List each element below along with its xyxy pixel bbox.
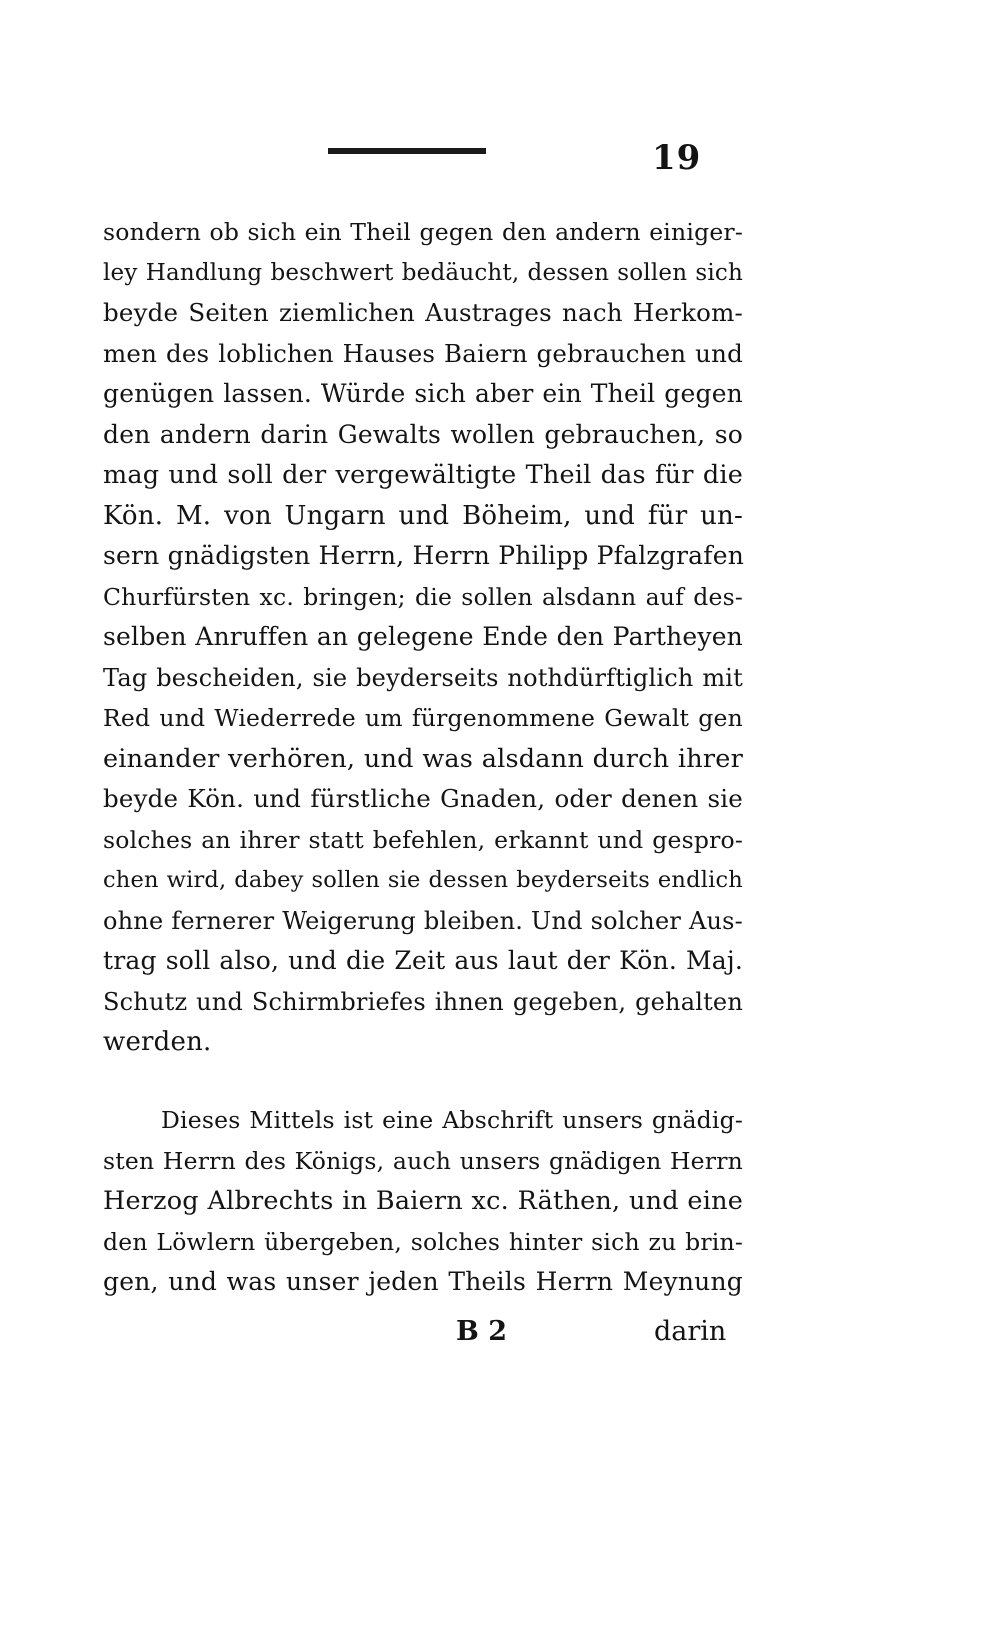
text-line: ley Handlung beschwert bedäucht, dessen sollen sich — [103, 259, 743, 286]
text-line: beyde Seiten ziemlichen Austrages nach Herkom- — [103, 298, 743, 327]
text-line: Churfürsten xc. bringen; die sollen alsdann auf des- — [103, 582, 743, 611]
text-line: Kön. M. von Ungarn und Böheim, und für un- — [103, 500, 743, 531]
paragraph-2 — [103, 1100, 743, 1303]
text-line: beyde Kön. und fürstliche Gnaden, oder denen sie — [103, 784, 743, 813]
text-line: solches an ihrer statt befehlen, erkannt und gespro- — [103, 825, 743, 854]
text-line: Dieses Mittels ist eine Abschrift unsers gnädig- — [161, 1106, 743, 1134]
text-line: ohne fernerer Weigerung bleiben. Und solcher Aus- — [103, 906, 743, 935]
text-line: selben Anruffen an gelegene Ende den Partheyen — [103, 622, 743, 651]
text-line: gen, und was unser jeden Theils Herrn Meynung — [103, 1267, 743, 1296]
text-line: den Löwlern übergeben, solches hinter sich zu brin- — [103, 1227, 743, 1256]
text-line: men des loblichen Hauses Baiern gebrauchen und — [103, 338, 743, 368]
text-line: Schutz und Schirmbriefes ihnen gegeben, gehalten — [103, 987, 743, 1016]
text-line: chen wird, dabey sollen sie dessen beyderseits endlich — [103, 867, 743, 893]
text-line: sern gnädigsten Herrn, Herrn Philipp Pfalzgrafen — [103, 541, 745, 570]
catchword: darin — [654, 1316, 727, 1347]
text-line: genügen lassen. Würde sich aber ein Theil gegen — [103, 379, 743, 408]
text-line: mag und soll der vergewältigte Theil das für die — [103, 460, 743, 490]
text-line: sondern ob sich ein Theil gegen den andern einiger- — [103, 218, 743, 246]
paragraph-1 — [103, 212, 743, 1063]
text-line: trag soll also, und die Zeit aus laut der Kön. Maj. — [103, 946, 743, 975]
signature-mark: B 2 — [456, 1316, 508, 1347]
text-line: sten Herrn des Königs, auch unsers gnädigen Herrn — [103, 1146, 743, 1175]
text-line: einander verhören, und was alsdann durch ihrer — [103, 743, 743, 774]
text-line: werden. — [103, 1027, 212, 1057]
text-line: Herzog Albrechts in Baiern xc. Räthen, und eine — [103, 1186, 743, 1216]
page-number: 19 — [652, 138, 702, 178]
header-rule — [328, 148, 486, 154]
text-line: Tag bescheiden, sie beyderseits nothdürftiglich mit — [103, 663, 743, 692]
page-footer — [0, 1316, 1000, 1356]
text-line: den andern darin Gewalts wollen gebrauchen, so — [103, 419, 743, 449]
text-line: Red und Wiederrede um fürgenommene Gewalt gen — [103, 704, 743, 732]
